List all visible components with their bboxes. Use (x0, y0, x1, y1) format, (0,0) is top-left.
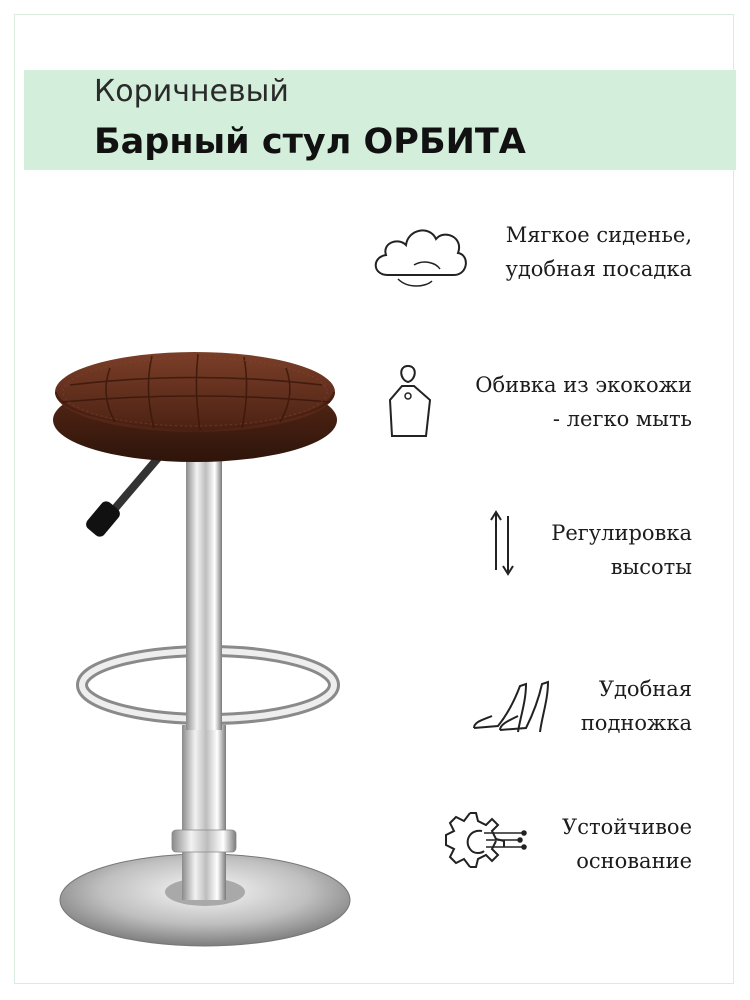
feature-soft-seat (505, 218, 692, 286)
feature-line: Мягкое сиденье, (505, 223, 692, 247)
gear-circuit-icon (440, 805, 528, 875)
feature-line: Удобная (598, 677, 692, 701)
feature-line: - легко мыть (552, 407, 692, 431)
feature-line: подножка (580, 711, 692, 735)
cloud-icon (368, 215, 472, 295)
feature-height-adjust (551, 516, 692, 584)
price-tag-icon (386, 360, 436, 442)
feature-line: высоты (610, 555, 692, 579)
feature-line: основание (576, 849, 692, 873)
bar-stool-image (40, 340, 380, 980)
feature-line: Устойчивое (562, 815, 692, 839)
feature-upholstery (475, 368, 692, 436)
feature-line: удобная посадка (505, 257, 692, 281)
product-title: Барный стул ОРБИТА (94, 122, 526, 162)
feature-footrest (581, 672, 692, 740)
feature-stable-base (562, 810, 692, 878)
feature-line: Обивка из экокожи (475, 373, 692, 397)
color-label: Коричневый (94, 74, 289, 109)
up-down-arrows-icon (488, 508, 516, 578)
high-heels-icon (470, 672, 550, 736)
feature-line: Регулировка (551, 521, 692, 545)
